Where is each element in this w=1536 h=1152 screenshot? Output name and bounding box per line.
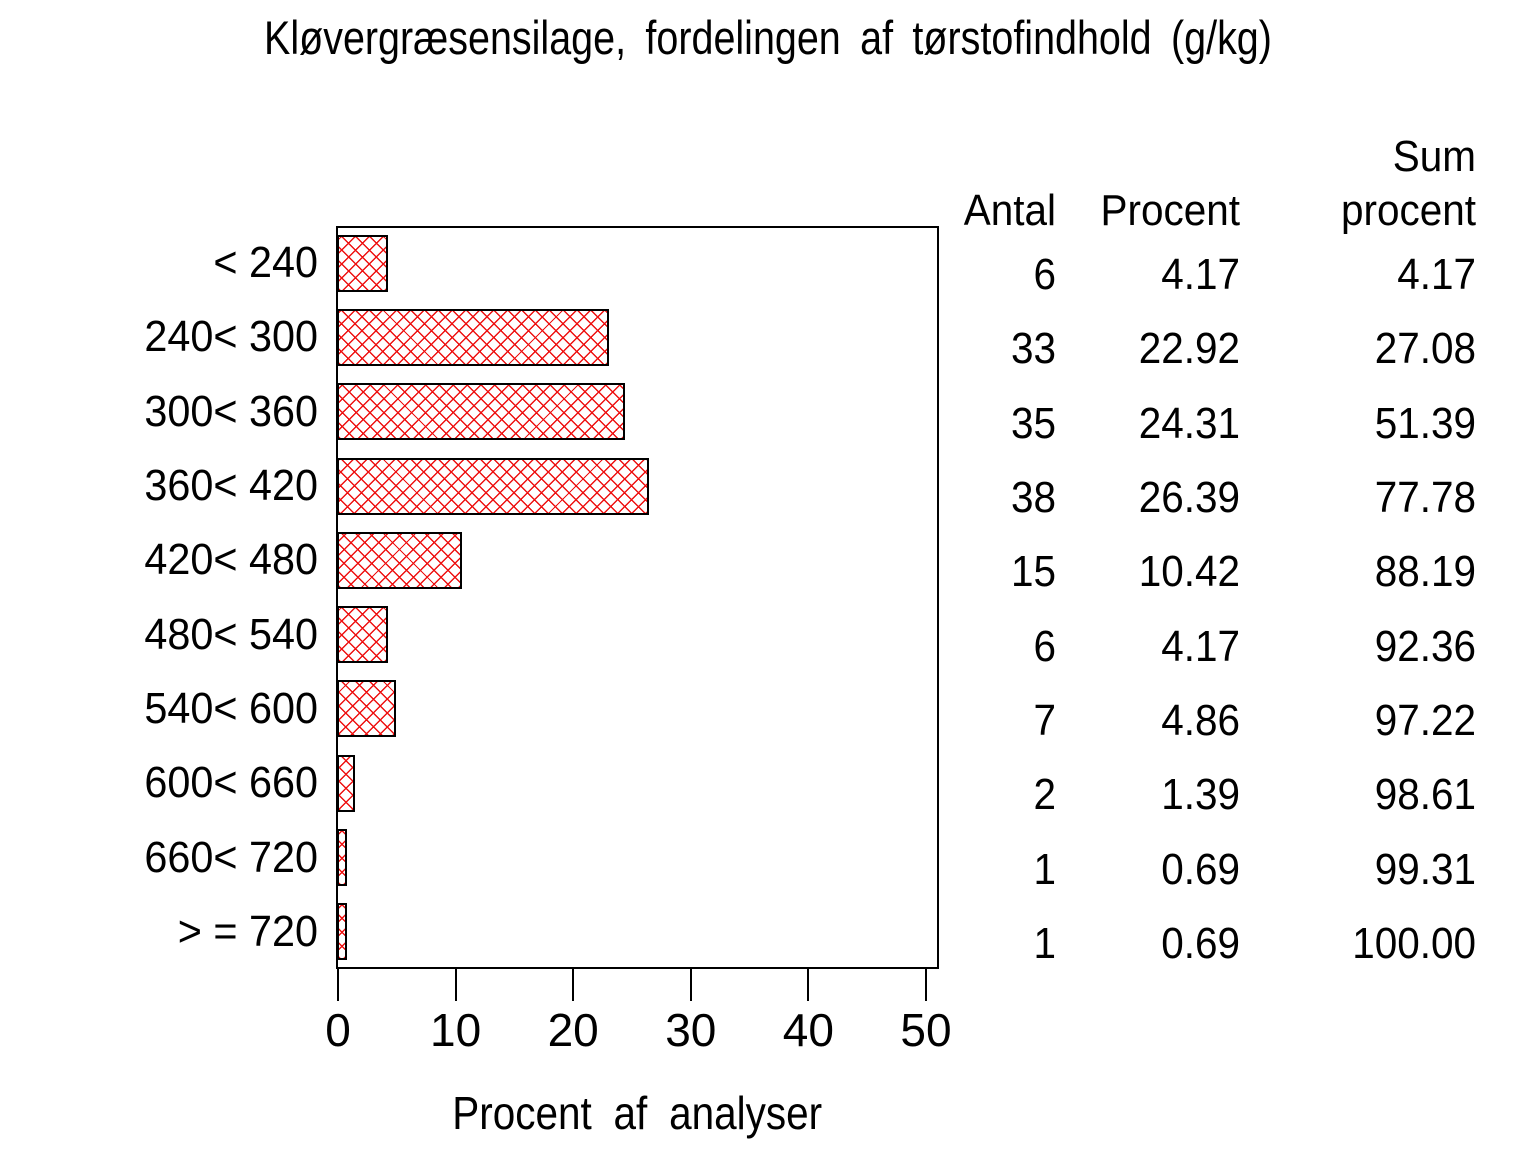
table-cell-antal: 15 — [1010, 547, 1056, 597]
category-label: 360< 420 — [144, 461, 318, 511]
table-cell-procent: 10.42 — [1138, 547, 1240, 597]
category-label: 420< 480 — [144, 535, 318, 585]
table-cell-procent: 0.69 — [1161, 918, 1240, 968]
table-cell-sum: 92.36 — [1374, 621, 1476, 671]
table-cell-sum: 77.78 — [1374, 473, 1476, 523]
bar — [337, 235, 388, 292]
table-cell-sum: 100.00 — [1352, 918, 1476, 968]
category-label: 240< 300 — [144, 312, 318, 362]
table-cell-antal: 2 — [1033, 770, 1056, 820]
x-tick-mark — [455, 969, 457, 1001]
table-cell-sum: 98.61 — [1374, 770, 1476, 820]
bar — [337, 458, 649, 515]
x-tick-label: 10 — [430, 1004, 482, 1056]
x-tick-mark — [807, 969, 809, 1001]
table-cell-sum: 97.22 — [1374, 695, 1476, 745]
table-header-sum-line2: procent — [1340, 186, 1476, 235]
table-cell-sum: 99.31 — [1374, 844, 1476, 894]
table-cell-antal: 35 — [1010, 398, 1056, 448]
table-cell-antal: 7 — [1033, 695, 1056, 745]
x-tick-mark — [572, 969, 574, 1001]
table-cell-antal: 1 — [1033, 918, 1056, 968]
table-header-sum-line1: Sum — [1392, 132, 1476, 181]
category-label: > = 720 — [177, 906, 318, 956]
table-cell-procent: 4.86 — [1161, 695, 1240, 745]
table-cell-antal: 6 — [1033, 250, 1056, 300]
table-cell-procent: 4.17 — [1161, 250, 1240, 300]
bar — [337, 755, 355, 812]
chart-title-row — [0, 10, 1536, 65]
x-tick-mark — [690, 969, 692, 1001]
table-cell-antal: 33 — [1010, 324, 1056, 374]
table-cell-procent: 1.39 — [1161, 770, 1240, 820]
x-axis-title: Procent af analyser — [452, 1087, 823, 1139]
x-tick-label: 30 — [665, 1004, 717, 1056]
category-label: 480< 540 — [144, 609, 318, 659]
x-tick-label: 40 — [782, 1004, 834, 1056]
chart-title: Kløvergræsensilage, fordelingen af tørstofindhold (g/kg) — [264, 11, 1272, 64]
category-label: 540< 600 — [144, 683, 318, 733]
x-tick-mark — [337, 969, 339, 1001]
category-label: 600< 660 — [144, 758, 318, 808]
bar — [337, 829, 347, 886]
x-tick-mark — [925, 969, 927, 1001]
bar — [337, 383, 625, 440]
table-cell-antal: 38 — [1010, 473, 1056, 523]
bar — [337, 903, 347, 960]
category-label: < 240 — [213, 238, 318, 288]
bar — [337, 532, 462, 589]
x-tick-label: 20 — [547, 1004, 599, 1056]
table-cell-sum: 27.08 — [1374, 324, 1476, 374]
table-cell-sum: 4.17 — [1397, 250, 1476, 300]
x-tick-label: 50 — [900, 1004, 952, 1056]
table-cell-sum: 51.39 — [1374, 398, 1476, 448]
table-cell-antal: 6 — [1033, 621, 1056, 671]
table-cell-procent: 0.69 — [1161, 844, 1240, 894]
category-label: 300< 360 — [144, 386, 318, 436]
category-label: 660< 720 — [144, 832, 318, 882]
table-cell-procent: 24.31 — [1138, 398, 1240, 448]
table-cell-procent: 26.39 — [1138, 473, 1240, 523]
table-cell-procent: 4.17 — [1161, 621, 1240, 671]
table-header-procent: Procent — [1100, 186, 1240, 235]
table-header-antal: Antal — [963, 186, 1056, 235]
bar — [337, 680, 396, 737]
x-tick-label: 0 — [325, 1004, 351, 1056]
table-cell-sum: 88.19 — [1374, 547, 1476, 597]
table-cell-antal: 1 — [1033, 844, 1056, 894]
table-cell-procent: 22.92 — [1138, 324, 1240, 374]
bar — [337, 309, 609, 366]
x-axis-title-row — [336, 1086, 939, 1140]
bar — [337, 606, 388, 663]
